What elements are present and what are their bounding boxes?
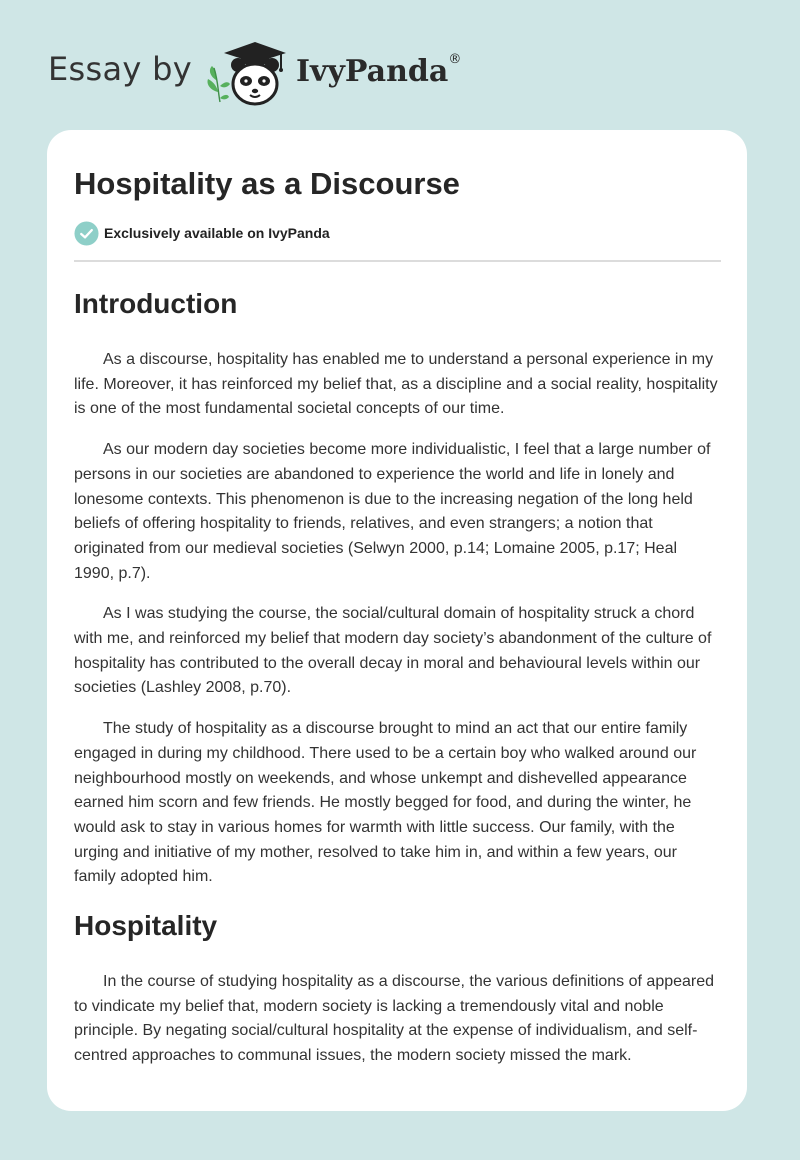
section-heading: Hospitality (74, 910, 218, 942)
checkmark-circle-icon (74, 221, 99, 246)
exclusive-badge (74, 220, 721, 246)
page-title: Hospitality as a Discourse (74, 166, 460, 201)
paragraph: As a discourse, hospitality has enabled me to understand a personal experience in my life. Moreover, it has reinforced my belief that, as a discipline and a social reality, hospitality is one of the most fundamental societal concepts of our time. (74, 351, 718, 418)
paragraph: As I was studying the course, the social/cultural domain of hospitality struck a chord with me, and reinforced my belief that modern day society’s abandonment of the culture of hospitality has contributed to the overall decay in moral and behavioural levels within our societies (Lashley 2008, p.70). (74, 605, 712, 697)
brand-prefix: Essay by (48, 50, 192, 88)
site-header-logo[interactable] (48, 36, 488, 108)
title-divider (74, 260, 721, 262)
panda-graduate-icon (198, 36, 294, 108)
brand-name: IvyPanda® (296, 52, 462, 89)
essay-card (47, 130, 747, 1111)
leaf-sprig-icon (207, 66, 230, 102)
section-heading: Introduction (74, 288, 238, 319)
exclusive-badge-text: Exclusively available on IvyPanda (104, 225, 330, 241)
paragraph: As our modern day societies become more individualistic, I feel that a large number of persons in our societies are abandoned to experience the world and life in lonely and lonesome contexts. This phenomenon is due to the increasing negation of the long held beliefs of offering hospitality to friends, relatives, and even strangers; a notion that originated from our medieval societies (Selwyn 2000, p.14; Lomaine 2005, p.17; Heal 1990, p.7). (74, 441, 711, 582)
paragraph: In the course of studying hospitality as a discourse, the various definitions of appeared to vindicate my belief that, modern society is lacking a tremendously vital and noble principle. By negating social/cultural hospitality at the expense of individualism, and self-centred approaches to communal issues, the modern society missed the mark. (74, 973, 715, 1065)
paragraph: The study of hospitality as a discourse brought to mind an act that our entire family engaged in during my childhood. There used to be a certain boy who walked around our neighbourhood mostly on weekends, and whose unkempt and dishevelled appearance earned him scorn and few friends. He mostly begged for food, and during the winter, he would ask to stay in various homes for warmth with little success. Our family, with the urging and initiative of my mother, resolved to take him in, and within a few years, our family adopted him. (74, 720, 697, 886)
